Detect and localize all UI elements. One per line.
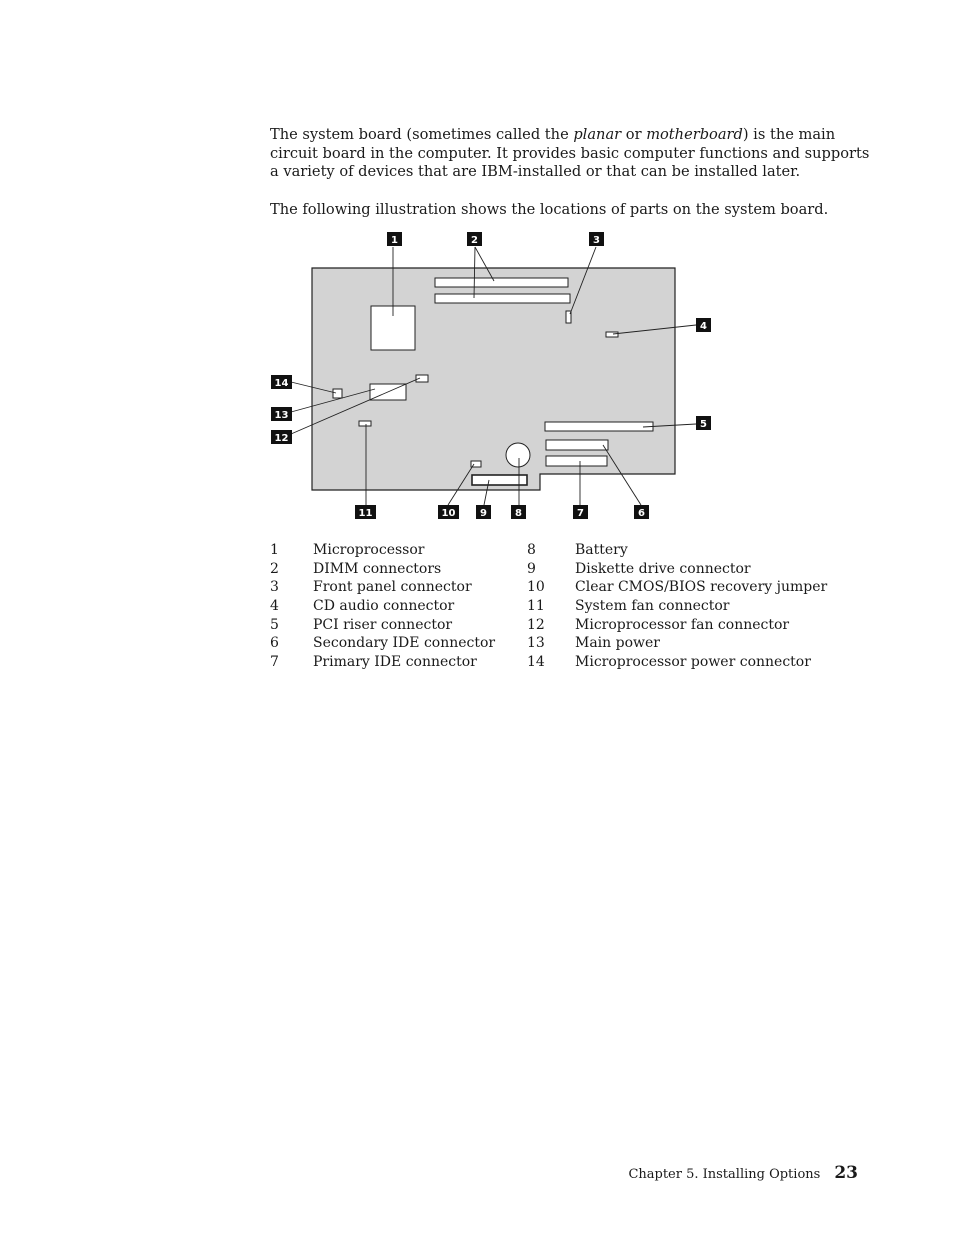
intro-text-3: ) is the main circuit board in the computer. It provides basic computer functions and supports a variety of devices that are IBM-installed or that can be installed later.	[270, 126, 870, 180]
legend-number: 10	[527, 579, 545, 596]
callout-11	[355, 505, 376, 519]
callout-4	[696, 318, 711, 332]
callout-9	[476, 505, 491, 519]
legend-number: 14	[527, 654, 545, 671]
callout-1	[387, 232, 402, 246]
callout-2-label: 2	[471, 235, 478, 246]
callout-14	[271, 375, 292, 389]
callout-6	[634, 505, 649, 519]
page-footer	[628, 1163, 858, 1183]
callout-10	[438, 505, 459, 519]
callout-14-label: 14	[274, 378, 289, 389]
callout-5	[696, 416, 711, 430]
callout-7-label: 7	[577, 508, 584, 519]
legend-number: 5	[270, 616, 279, 633]
callout-2	[467, 232, 482, 246]
system-fan-connector	[359, 421, 371, 426]
callout-12	[271, 430, 292, 444]
callout-9-label: 9	[480, 508, 487, 519]
legend-number: 9	[527, 560, 536, 577]
legend-label: Microprocessor fan connector	[575, 616, 790, 633]
callout-3-label: 3	[593, 235, 600, 246]
intro-emphasis-planar: planar	[573, 126, 622, 143]
callout-13	[271, 407, 292, 421]
cd-audio-connector	[606, 332, 618, 337]
legend-number: 11	[527, 598, 545, 615]
callout-13-label: 13	[274, 410, 289, 421]
callout-6-label: 6	[638, 508, 645, 519]
callout-11-label: 11	[358, 508, 373, 519]
intro-text-2: or	[621, 126, 647, 143]
callout-3	[589, 232, 604, 246]
callout-8-label: 8	[515, 508, 522, 519]
microprocessor-power-connector	[333, 389, 342, 398]
callout-5-label: 5	[700, 419, 707, 430]
dimm-connector-1	[435, 278, 568, 287]
legend-label: System fan connector	[575, 598, 730, 615]
page-number: 23	[834, 1163, 858, 1183]
legend-label: Microprocessor power connector	[575, 654, 811, 671]
pci-riser-connector	[545, 422, 653, 431]
legend-label: Diskette drive connector	[575, 560, 751, 577]
legend-label: Front panel connector	[313, 579, 472, 596]
callout-12-label: 12	[274, 433, 289, 444]
legend-number: 8	[527, 542, 536, 558]
legend-label: DIMM connectors	[313, 560, 442, 577]
legend-label: Battery	[575, 542, 628, 558]
battery	[506, 443, 530, 467]
intro-text-1: The system board (sometimes called the	[270, 126, 574, 143]
callout-8	[511, 505, 526, 519]
legend-number: 13	[527, 635, 545, 652]
system-board-illustration	[0, 0, 954, 530]
callout-7	[573, 505, 588, 519]
legend-number: 3	[270, 579, 279, 596]
legend-label: CD audio connector	[313, 598, 455, 615]
legend-number: 6	[270, 635, 279, 652]
legend-label: Microprocessor	[313, 542, 425, 558]
legend-label: Main power	[575, 635, 660, 652]
callout-1-label: 1	[391, 235, 398, 246]
callout-10-label: 10	[441, 508, 456, 519]
legend-number: 4	[270, 598, 279, 615]
footer-chapter-title: Chapter 5. Installing Options	[628, 1167, 821, 1182]
primary-ide-connector	[546, 456, 607, 466]
legend-label: Clear CMOS/BIOS recovery jumper	[575, 579, 828, 596]
legend-label: PCI riser connector	[313, 616, 453, 633]
dimm-connector-2	[435, 294, 570, 303]
illustration-intro: The following illustration shows the locations of parts on the system board.	[270, 201, 829, 218]
legend-label: Primary IDE connector	[313, 654, 477, 671]
legend-label: Secondary IDE connector	[313, 635, 496, 652]
legend-number: 7	[270, 654, 279, 671]
legend-number: 2	[270, 560, 279, 577]
callout-4-label: 4	[700, 321, 707, 332]
intro-emphasis-motherboard: motherboard	[646, 126, 743, 143]
secondary-ide-connector	[546, 440, 608, 450]
legend-number: 12	[527, 616, 545, 633]
legend-number: 1	[270, 542, 279, 558]
